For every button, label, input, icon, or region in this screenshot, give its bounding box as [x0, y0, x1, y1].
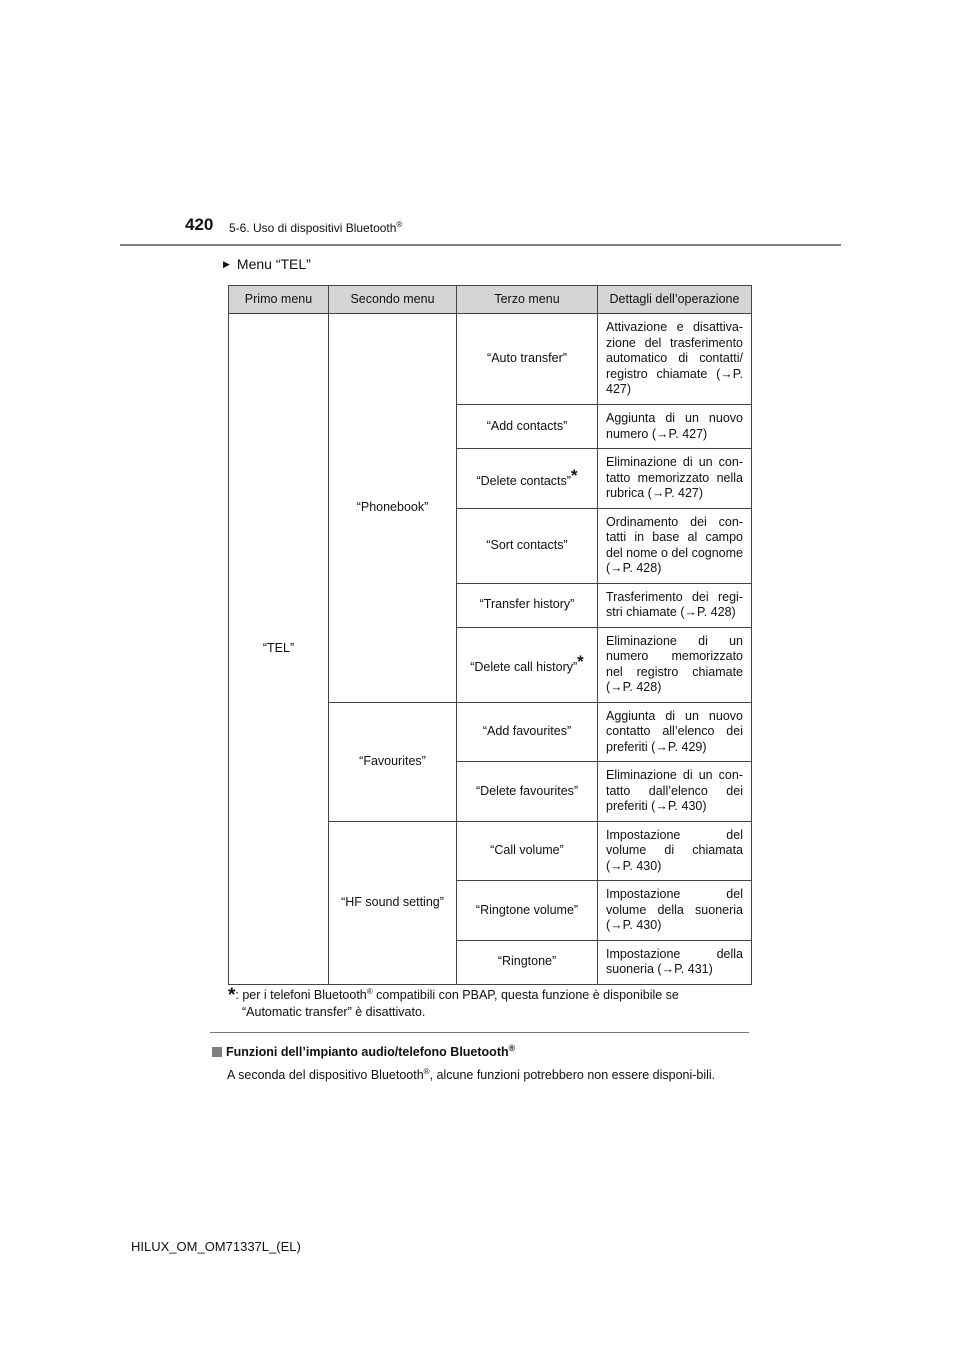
- footnote-star: *: [570, 465, 578, 485]
- menu-heading-text: Menu “TEL”: [236, 256, 311, 272]
- table-row: [229, 314, 752, 405]
- triangle-bullet-icon: ▶: [223, 259, 230, 269]
- terzo-menu-cell: [457, 627, 598, 702]
- column-header-secondo: Secondo menu: [329, 286, 457, 314]
- terzo-label: “Delete call history”: [470, 659, 578, 674]
- footnote-text: : per i telefoni Bluetooth: [235, 988, 367, 1003]
- footnote-star: *: [577, 651, 584, 671]
- header-rule: [120, 244, 841, 246]
- section-body: [227, 1063, 746, 1084]
- section-heading: [212, 1043, 515, 1059]
- terzo-menu-cell: “Sort contacts”: [457, 508, 598, 583]
- menu-heading: [223, 256, 311, 272]
- footnote-line: [228, 983, 744, 1007]
- detail-cell: Impostazione del volume di chiamata (→P. 430): [598, 821, 752, 881]
- primo-menu-cell: “TEL”: [229, 314, 329, 985]
- detail-cell: Eliminazione di un con-tatto dall’elenco dei preferiti (→P. 430): [598, 762, 752, 822]
- section-title: [229, 220, 402, 235]
- terzo-menu-cell: “Ringtone”: [457, 940, 598, 984]
- registered-mark: ®: [508, 1043, 516, 1053]
- document-id: HILUX_OM_OM71337L_(EL): [131, 1239, 301, 1254]
- column-header-primo: Primo menu: [229, 286, 329, 314]
- terzo-menu-cell: [457, 449, 598, 509]
- page-number: 420: [185, 215, 214, 234]
- footnote: [228, 983, 744, 1021]
- column-header-dettagli: Dettagli dell’operazione: [598, 286, 752, 314]
- terzo-menu-cell: “Delete favourites”: [457, 762, 598, 822]
- detail-cell: Trasferimento dei regi-stri chiamate (→P. 428): [598, 583, 752, 627]
- registered-mark: ®: [423, 1067, 430, 1076]
- detail-cell: Impostazione del volume della suoneria (→P. 430): [598, 881, 752, 941]
- terzo-menu-cell: “Transfer history”: [457, 583, 598, 627]
- terzo-menu-cell: “Add contacts”: [457, 405, 598, 449]
- detail-cell: Aggiunta di un nuovo contatto all’elenco dei preferiti (→P. 429): [598, 702, 752, 762]
- terzo-menu-cell: “Add favourites”: [457, 702, 598, 762]
- registered-mark: ®: [396, 220, 403, 229]
- detail-cell: Eliminazione di un con-tatto memorizzato nella rubrica (→P. 427): [598, 449, 752, 509]
- terzo-label: “Delete contacts”: [476, 473, 571, 488]
- tel-menu-table: [228, 285, 752, 985]
- section-heading-text: Funzioni dell’impianto audio/telefono Bluetooth: [226, 1045, 509, 1060]
- section-title-text: 5-6. Uso di dispositivi Bluetooth: [229, 221, 397, 235]
- table-header-row: [229, 286, 752, 314]
- secondo-menu-cell: “Phonebook”: [329, 314, 457, 703]
- body-text: , alcune funzioni potrebbero non essere disponi-bili.: [429, 1068, 716, 1083]
- detail-cell: Aggiunta di un nuovo numero (→P. 427): [598, 405, 752, 449]
- terzo-menu-cell: “Ringtone volume”: [457, 881, 598, 941]
- footnote-continuation: “Automatic transfer” è disattivato.: [242, 1005, 426, 1020]
- registered-mark: ®: [366, 987, 373, 996]
- detail-cell: Attivazione e disattiva-zione del trasferimento automatico di contatti/ registro chiamate (→P. 427): [598, 314, 752, 405]
- square-bullet-icon: [212, 1047, 222, 1057]
- body-text: A seconda del dispositivo Bluetooth: [227, 1068, 424, 1083]
- body-rule: [210, 1032, 749, 1033]
- detail-cell: Ordinamento dei con-tatti in base al campo del nome o del cognome (→P. 428): [598, 508, 752, 583]
- footnote-text: compatibili con PBAP, questa funzione è disponibile se: [372, 988, 679, 1003]
- terzo-menu-cell: “Call volume”: [457, 821, 598, 881]
- secondo-menu-cell: “Favourites”: [329, 702, 457, 821]
- footnote-star: *: [228, 985, 236, 1007]
- terzo-menu-cell: “Auto transfer”: [457, 314, 598, 405]
- secondo-menu-cell: “HF sound setting”: [329, 821, 457, 984]
- column-header-terzo: Terzo menu: [457, 286, 598, 314]
- detail-cell: Impostazione della suoneria (→P. 431): [598, 940, 752, 984]
- detail-cell: Eliminazione di un numero memorizzato nel registro chiamate (→P. 428): [598, 627, 752, 702]
